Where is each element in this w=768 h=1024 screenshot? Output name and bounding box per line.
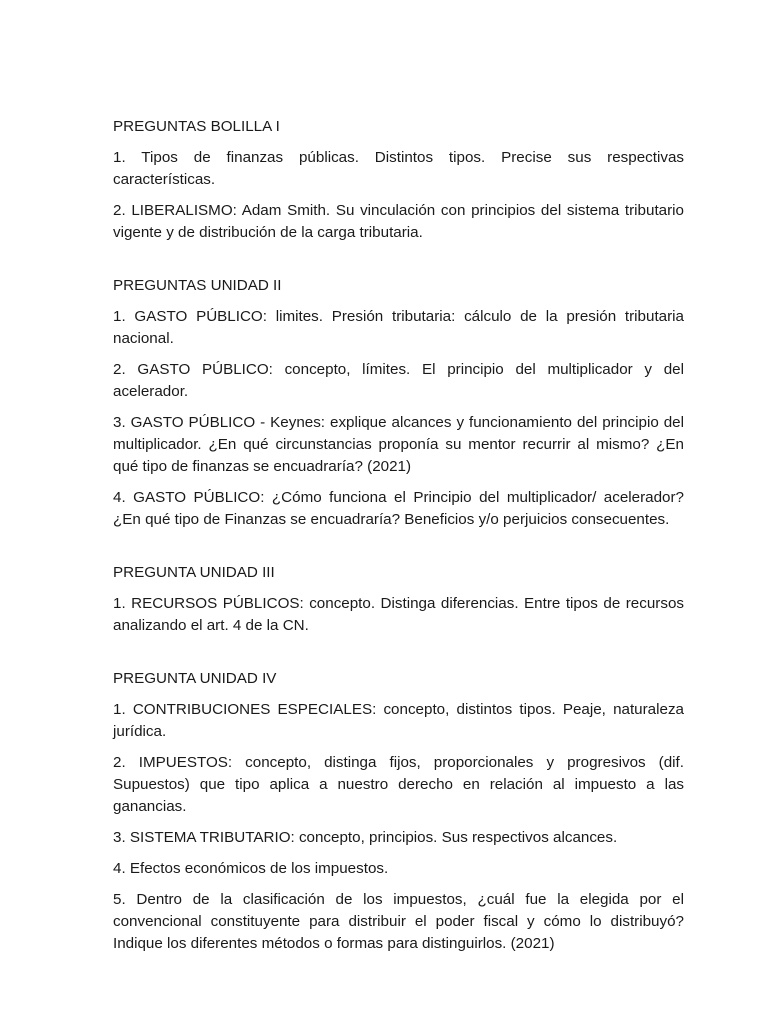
section-unidad-iii: [113, 562, 684, 637]
section-unidad-ii: [113, 275, 684, 531]
question-item: 4. Efectos económicos de los impuestos.: [113, 860, 389, 877]
section-title: PREGUNTAS UNIDAD II: [113, 277, 282, 294]
question-item: 3. SISTEMA TRIBUTARIO: concepto, principios. Sus respectivos alcances.: [113, 829, 618, 846]
question-item: 3. GASTO PÚBLICO - Keynes: explique alcances y funcionamiento del principio del multiplicador. ¿En qué circunstancias proponía su mentor recurrir al mismo? ¿En qué tipo de finanzas se encuadraría? (2021): [113, 414, 684, 475]
section-title: PREGUNTA UNIDAD IV: [113, 670, 277, 687]
section-bolilla-i: [113, 116, 684, 244]
question-item: 1. RECURSOS PÚBLICOS: concepto. Distinga diferencias. Entre tipos de recursos analizando el art. 4 de la CN.: [113, 595, 684, 634]
question-item: 1. CONTRIBUCIONES ESPECIALES: concepto, distintos tipos. Peaje, naturaleza jurídica.: [113, 701, 684, 740]
question-item: 1. GASTO PÚBLICO: limites. Presión tributaria: cálculo de la presión tributaria nacional.: [113, 308, 684, 347]
section-title: PREGUNTA UNIDAD III: [113, 564, 275, 581]
section-unidad-iv: [113, 668, 684, 955]
question-item: 5. Dentro de la clasificación de los impuestos, ¿cuál fue la elegida por el convencional constituyente para distribuir el poder fiscal y cómo lo distribuyó? Indique los diferentes métodos o formas para distinguirlos. (2021): [113, 891, 684, 952]
question-item: 4. GASTO PÚBLICO: ¿Cómo funciona el Principio del multiplicador/ acelerador? ¿En qué tipo de Finanzas se encuadraría? Beneficios y/o perjuicios consecuentes.: [113, 489, 684, 528]
question-item: 2. LIBERALISMO: Adam Smith. Su vinculación con principios del sistema tributario vigente y de distribución de la carga tributaria.: [113, 202, 684, 241]
question-item: 1. Tipos de finanzas públicas. Distintos tipos. Precise sus respectivas características.: [113, 149, 684, 188]
question-item: 2. GASTO PÚBLICO: concepto, límites. El principio del multiplicador y del acelerador.: [113, 361, 684, 400]
section-title: PREGUNTAS BOLILLA I: [113, 118, 280, 135]
question-item: 2. IMPUESTOS: concepto, distinga fijos, proporcionales y progresivos (dif. Supuestos) que tipo aplica a nuestro derecho en relación al impuesto a las ganancias.: [113, 754, 684, 815]
document-page: [113, 116, 684, 955]
